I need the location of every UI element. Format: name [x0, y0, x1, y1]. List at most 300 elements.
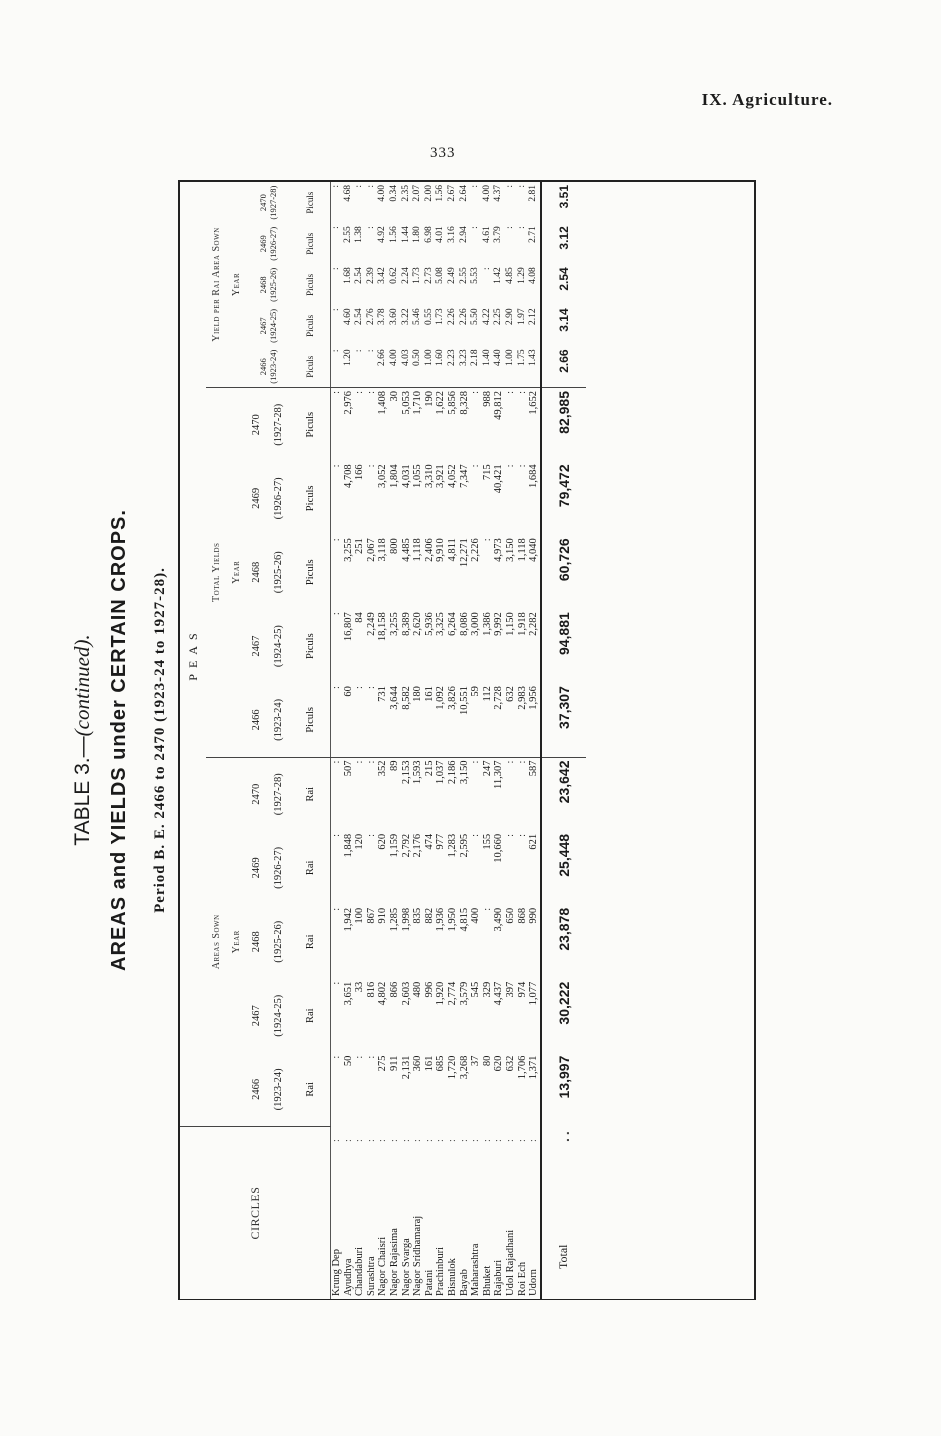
total-dots: .. — [555, 1128, 572, 1143]
unit-rai: Rai — [304, 1082, 316, 1097]
data-cell: 3,921 — [435, 464, 447, 489]
data-cell: : — [470, 185, 481, 188]
data-cell: 1,720 — [446, 1055, 458, 1080]
leader-dots: : — [342, 1136, 354, 1143]
data-cell: 3,255 — [388, 612, 400, 636]
data-cell: 3,826 — [446, 686, 458, 710]
data-cell: : — [505, 757, 517, 831]
areas-year-label: Year — [226, 757, 246, 1127]
total-cell: 82,985 — [541, 387, 586, 461]
data-cell: 3.60 — [388, 308, 399, 325]
data-cell: 731 — [377, 686, 389, 702]
yields-year-2466: 2466 (1923-24) — [251, 698, 284, 741]
data-table — [180, 182, 586, 1299]
data-cell: 37 — [470, 1055, 482, 1067]
data-cell: 996 — [423, 981, 435, 998]
data-cell: 5.50 — [470, 308, 481, 325]
data-cell: 2.24 — [400, 267, 411, 284]
table-row — [482, 182, 494, 1299]
data-cell: 1,706 — [516, 1055, 528, 1080]
circle-name: Bisnulok — [446, 1258, 458, 1296]
table-row — [493, 182, 505, 1299]
data-cell: 5.46 — [412, 308, 423, 325]
total-cell: 3.51 — [556, 185, 571, 209]
data-cell: : — [470, 833, 482, 837]
circle-name: Prachinburi — [435, 1247, 447, 1296]
yields-year-2470: 2470 (1927-28) — [246, 387, 290, 461]
leader-dots: : — [423, 1136, 435, 1143]
data-cell: 1.68 — [342, 267, 353, 284]
data-cell: 360 — [412, 1055, 424, 1072]
data-cell: 1,037 — [435, 757, 447, 831]
group-yields-header: Total Yields — [206, 387, 226, 757]
data-cell: 835 — [412, 907, 424, 924]
data-cell: : — [470, 387, 482, 461]
leader-dots: : — [388, 1136, 400, 1143]
data-cell: : — [331, 267, 341, 270]
leader-dots: : — [528, 1136, 540, 1143]
table-row — [354, 182, 366, 1299]
leader-dots: : — [470, 1136, 482, 1143]
data-cell: 620 — [377, 833, 389, 850]
total-cell: 25,448 — [555, 833, 572, 877]
data-cell: 1.60 — [435, 349, 446, 367]
data-cell: : — [366, 757, 378, 831]
data-cell: 0.62 — [388, 267, 399, 284]
data-cell: : — [365, 226, 376, 229]
unit-piculs: Piculs — [304, 485, 316, 512]
data-cell: 2.66 — [377, 349, 388, 367]
data-cell: 397 — [504, 981, 516, 998]
data-cell: 545 — [470, 981, 482, 998]
data-cell: 4,052 — [446, 464, 458, 489]
data-cell: 3,000 — [470, 612, 482, 636]
data-cell: 5,936 — [423, 612, 435, 636]
data-cell: 89 — [389, 757, 401, 831]
data-cell: 2,603 — [400, 981, 412, 1006]
data-cell: 2.07 — [412, 185, 423, 202]
data-cell: 10,660 — [493, 833, 505, 863]
data-cell: 8,086 — [458, 612, 470, 636]
areas-year-2469: 2469 (1926-27) — [251, 846, 284, 889]
data-cell: 1.80 — [412, 226, 423, 243]
data-cell: 0.55 — [423, 308, 434, 325]
data-cell: 1.44 — [400, 226, 411, 243]
circle-name: Bhuket — [481, 1265, 493, 1296]
total-cell: 60,726 — [555, 538, 572, 582]
circle-name: Rajaburi — [493, 1259, 505, 1296]
leader-dots: : — [458, 1136, 470, 1143]
data-cell: 4.85 — [504, 267, 515, 284]
data-cell: : — [365, 349, 376, 353]
data-cell: 2,620 — [412, 612, 424, 636]
data-cell: 1,386 — [481, 612, 493, 636]
data-cell: 2.54 — [354, 267, 365, 284]
data-cell: : — [517, 757, 529, 831]
per-rai-year-2470: 2470 (1927-28) — [258, 185, 278, 220]
circle-name: Nagor Chaisri — [377, 1236, 389, 1296]
rotated-table-block — [60, 180, 780, 1300]
table-title-prefix: TABLE 3.— — [71, 736, 94, 846]
leader-dots: : — [377, 1136, 389, 1143]
yields-year-2468: 2468 (1925-26) — [251, 551, 284, 594]
data-cell: 4,708 — [342, 464, 354, 489]
data-cell: 868 — [516, 907, 528, 924]
data-cell: 1.38 — [354, 226, 365, 243]
data-cell: 30 — [389, 387, 401, 461]
total-cell: 13,997 — [555, 1055, 572, 1099]
circle-name: Chandaburi — [354, 1247, 366, 1296]
data-cell: 247 — [482, 757, 494, 831]
data-cell: 2,282 — [528, 612, 540, 636]
leader-dots: : — [412, 1136, 424, 1143]
table-row — [528, 182, 541, 1299]
data-cell: 2,774 — [446, 981, 458, 1006]
data-cell: 2.35 — [400, 185, 411, 202]
data-cell: 816 — [365, 981, 377, 998]
data-cell: 4.00 — [377, 185, 388, 202]
total-cell: 2.66 — [556, 349, 571, 373]
data-cell: 4.68 — [342, 185, 353, 202]
data-cell: 112 — [481, 686, 493, 702]
total-cell: 3.14 — [556, 308, 571, 332]
data-cell: 4.92 — [377, 226, 388, 243]
leader-dots: : — [446, 1136, 458, 1143]
data-cell: 4.61 — [481, 226, 492, 243]
data-cell: 1,283 — [446, 833, 458, 858]
data-cell: 2,595 — [458, 833, 470, 858]
data-cell: 1.00 — [504, 349, 515, 367]
data-cell: 1,285 — [388, 907, 400, 932]
data-cell: 867 — [365, 907, 377, 924]
data-cell: 4.00 — [388, 349, 399, 367]
per-rai-year-2468: 2468 (1925-26) — [258, 267, 278, 302]
data-cell: 49,812 — [493, 387, 505, 461]
circle-name: Nagor Rajasima — [388, 1228, 400, 1296]
circle-name: Bayab — [458, 1269, 470, 1296]
data-cell: 352 — [377, 757, 389, 831]
unit-piculs: Piculs — [304, 633, 316, 659]
data-cell: 2,067 — [365, 538, 377, 562]
data-cell: 8,582 — [400, 686, 412, 710]
data-cell: 3.23 — [458, 349, 469, 367]
data-cell: 4,485 — [400, 538, 412, 562]
data-cell: 400 — [470, 907, 482, 924]
data-cell: : — [481, 907, 493, 911]
data-cell: 1,077 — [528, 981, 540, 1006]
circle-name: Maharashtra — [470, 1243, 482, 1296]
table-row — [377, 182, 389, 1299]
data-cell: 3,310 — [423, 464, 435, 489]
table-row — [470, 182, 482, 1299]
leader-dots: : — [493, 1136, 505, 1143]
data-cell: 1,918 — [516, 612, 528, 636]
unit-piculs: Piculs — [305, 314, 315, 337]
table-title-continued: (continued). — [70, 634, 94, 737]
data-cell: : — [331, 757, 343, 831]
data-cell: 2.67 — [446, 185, 457, 202]
data-cell: 1,936 — [435, 907, 447, 932]
total-cell: 23,878 — [555, 907, 572, 951]
data-cell: 1,950 — [446, 907, 458, 932]
unit-piculs: Piculs — [305, 273, 315, 296]
data-cell: 685 — [435, 1055, 447, 1072]
data-cell: 2,186 — [447, 757, 459, 831]
total-cell: 3.12 — [556, 226, 571, 250]
data-cell: 2.00 — [423, 185, 434, 202]
leader-dots: : — [481, 1136, 493, 1143]
data-cell: 50 — [342, 1055, 354, 1067]
table-row — [447, 182, 459, 1299]
data-cell: 1.97 — [516, 308, 527, 325]
data-cell: 275 — [377, 1055, 389, 1072]
data-cell: 18,158 — [377, 612, 389, 642]
data-cell: : — [517, 387, 529, 461]
table-row — [401, 182, 413, 1299]
data-cell: 166 — [354, 464, 366, 481]
data-cell: : — [365, 686, 377, 690]
data-cell: 3,150 — [459, 757, 471, 831]
data-cell: : — [365, 833, 377, 837]
yields-year-2467: 2467 (1924-25) — [251, 625, 284, 668]
data-cell: : — [354, 349, 365, 353]
data-cell: : — [354, 686, 366, 690]
data-cell: 974 — [516, 981, 528, 998]
data-cell: 2,176 — [412, 833, 424, 858]
data-cell: : — [354, 387, 366, 461]
data-cell: : — [331, 349, 341, 353]
data-cell: 8,328 — [459, 387, 471, 461]
data-cell: 3,052 — [377, 464, 389, 489]
data-cell: : — [366, 387, 378, 461]
total-row — [541, 182, 586, 1299]
data-cell: 632 — [504, 1055, 516, 1072]
data-cell: 800 — [388, 538, 400, 555]
total-cell: 23,642 — [541, 757, 586, 831]
unit-piculs: Piculs — [305, 232, 315, 255]
data-cell: : — [505, 387, 517, 461]
data-cell: 1.20 — [342, 349, 353, 367]
data-cell: 4.08 — [528, 267, 539, 284]
data-cell: 11,307 — [493, 757, 505, 831]
data-cell: 4.00 — [481, 185, 492, 202]
table-row — [343, 182, 355, 1299]
data-cell: 4.03 — [400, 349, 411, 367]
circle-name: Surashtra — [365, 1256, 377, 1296]
table-row — [424, 182, 436, 1299]
data-cell: 1,118 — [412, 538, 424, 562]
data-cell: 5.53 — [470, 267, 481, 284]
leader-dots: : — [400, 1136, 412, 1143]
data-cell: 1,652 — [528, 387, 541, 461]
crop-header: PEAS — [185, 627, 200, 681]
data-cell: : — [516, 185, 527, 188]
data-cell: : — [354, 185, 365, 188]
data-cell: 4.40 — [493, 349, 504, 367]
leader-dots: : — [504, 1136, 516, 1143]
circle-name: Udol Rajadhani — [504, 1229, 516, 1296]
data-cell: : — [354, 1055, 366, 1059]
data-cell: 3.42 — [377, 267, 388, 284]
data-cell: : — [331, 226, 341, 229]
data-cell: : — [331, 308, 341, 311]
data-cell: 620 — [493, 1055, 505, 1072]
data-cell: 715 — [481, 464, 493, 481]
data-cell: 4,437 — [493, 981, 505, 1006]
data-cell: 4.22 — [481, 308, 492, 325]
per-rai-year-label: Year — [230, 272, 242, 297]
areas-year-2468: 2468 (1925-26) — [251, 920, 284, 963]
data-cell: : — [331, 387, 343, 461]
data-cell: : — [470, 226, 481, 229]
data-cell: 3.16 — [446, 226, 457, 243]
data-cell: 3,150 — [504, 538, 516, 562]
data-cell: : — [331, 907, 342, 911]
data-cell: 2.12 — [528, 308, 539, 325]
data-cell: 5,053 — [401, 387, 413, 461]
data-cell: 1,118 — [516, 538, 528, 562]
unit-piculs: Piculs — [305, 355, 315, 378]
section-heading: IX. Agriculture. — [701, 90, 833, 109]
data-cell: 632 — [504, 686, 516, 702]
areas-year-2470: 2470 (1927-28) — [246, 757, 290, 831]
data-cell: : — [331, 185, 341, 188]
circle-name: Nagor Sridhamaraj — [412, 1215, 424, 1296]
data-cell: : — [470, 464, 482, 468]
circle-name: Ayudhya — [342, 1258, 354, 1296]
data-cell: 215 — [424, 757, 436, 831]
yields-year-2469: 2469 (1926-27) — [251, 477, 284, 520]
data-cell: : — [470, 757, 482, 831]
table-frame — [178, 180, 756, 1300]
circle-name: Udorn — [528, 1269, 540, 1296]
data-cell: 2,153 — [401, 757, 413, 831]
data-cell: 2,226 — [470, 538, 482, 562]
data-cell: 1,159 — [388, 833, 400, 858]
data-cell: 1.75 — [516, 349, 527, 367]
data-cell: 1,371 — [528, 1055, 540, 1080]
unit-piculs: Piculs — [305, 191, 315, 214]
data-cell: 1,848 — [342, 833, 354, 858]
leader-dots: : — [435, 1136, 447, 1143]
data-cell: 84 — [354, 612, 366, 623]
data-cell: : — [331, 464, 342, 468]
data-cell: 1.56 — [388, 226, 399, 243]
data-cell: : — [331, 981, 342, 985]
data-cell: 2.76 — [365, 308, 376, 325]
data-cell: 329 — [481, 981, 493, 998]
data-cell: : — [331, 1055, 342, 1059]
data-cell: 1,408 — [377, 387, 389, 461]
total-cell: 37,307 — [555, 686, 572, 729]
data-cell: : — [504, 833, 516, 837]
data-cell: 161 — [423, 686, 435, 702]
data-cell: 155 — [481, 833, 493, 850]
per-rai-year-2467: 2467 (1924-25) — [258, 308, 278, 343]
data-cell: 0.50 — [412, 349, 423, 367]
data-cell: 2.90 — [504, 308, 515, 325]
areas-year-2466: 2466 (1923-24) — [251, 1068, 284, 1111]
data-cell: : — [331, 686, 342, 690]
data-cell: 9,992 — [493, 612, 505, 636]
table-row — [366, 182, 378, 1299]
areas-year-2467: 2467 (1924-25) — [251, 994, 284, 1037]
data-cell: 474 — [423, 833, 435, 850]
data-cell: 3,651 — [342, 981, 354, 1006]
circles-header: CIRCLES — [180, 1127, 331, 1299]
data-cell: : — [481, 267, 492, 270]
data-cell: 587 — [528, 757, 541, 831]
data-cell: 507 — [343, 757, 355, 831]
data-cell: 4.37 — [493, 185, 504, 202]
data-cell: 2.26 — [446, 308, 457, 325]
data-cell: : — [365, 1055, 377, 1059]
data-cell: : — [481, 538, 493, 542]
data-cell: 2,976 — [343, 387, 355, 461]
data-cell: : — [365, 185, 376, 188]
table-row — [412, 182, 424, 1299]
data-cell: 1.29 — [516, 267, 527, 284]
data-cell: 1.56 — [435, 185, 446, 202]
data-cell: 866 — [388, 981, 400, 998]
data-cell: 480 — [412, 981, 424, 998]
table-row — [331, 182, 343, 1299]
data-cell: 120 — [354, 833, 366, 850]
data-cell: 2,792 — [400, 833, 412, 858]
table-subtitle: AREAS and YIELDS under CERTAIN CROPS. — [108, 509, 130, 971]
data-cell: 4.60 — [342, 308, 353, 325]
data-cell: 2.73 — [423, 267, 434, 284]
data-cell: 4,040 — [528, 538, 540, 562]
data-cell: 2,249 — [365, 612, 377, 636]
leader-dots: : — [354, 1136, 366, 1143]
data-cell: 3,255 — [342, 538, 354, 562]
data-cell: 33 — [354, 981, 366, 993]
data-cell: 2.54 — [354, 308, 365, 325]
data-cell: 1,942 — [342, 907, 354, 932]
data-cell: : — [331, 833, 342, 837]
data-cell: 4.01 — [435, 226, 446, 243]
data-cell: 1,998 — [400, 907, 412, 932]
data-cell: 3.22 — [400, 308, 411, 325]
table-row — [389, 182, 401, 1299]
data-cell: 1.73 — [412, 267, 423, 284]
data-cell: 1,593 — [412, 757, 424, 831]
data-cell: 1,622 — [435, 387, 447, 461]
period-line: Period B. E. 2466 to 2470 (1923-24 to 1927-28). — [152, 567, 168, 913]
data-cell: 3,325 — [435, 612, 447, 636]
data-cell: : — [504, 464, 516, 468]
data-cell: 2,131 — [400, 1055, 412, 1080]
data-cell: 4,802 — [377, 981, 389, 1006]
table-row — [435, 182, 447, 1299]
data-cell: 59 — [470, 686, 482, 697]
data-cell: 80 — [481, 1055, 493, 1067]
data-cell: 1.42 — [493, 267, 504, 284]
unit-piculs: Piculs — [304, 706, 316, 733]
data-cell: 3.78 — [377, 308, 388, 325]
data-cell: 4,031 — [400, 464, 412, 489]
data-cell: 5,856 — [447, 387, 459, 461]
table-body — [331, 182, 541, 1299]
data-cell: : — [516, 833, 528, 837]
yields-year-label: Year — [226, 387, 246, 757]
total-cell: 2.54 — [556, 267, 571, 291]
data-cell: 1,684 — [528, 464, 540, 489]
data-cell: 10,551 — [458, 686, 470, 715]
data-cell: 161 — [423, 1055, 435, 1072]
data-cell: 180 — [412, 686, 424, 702]
